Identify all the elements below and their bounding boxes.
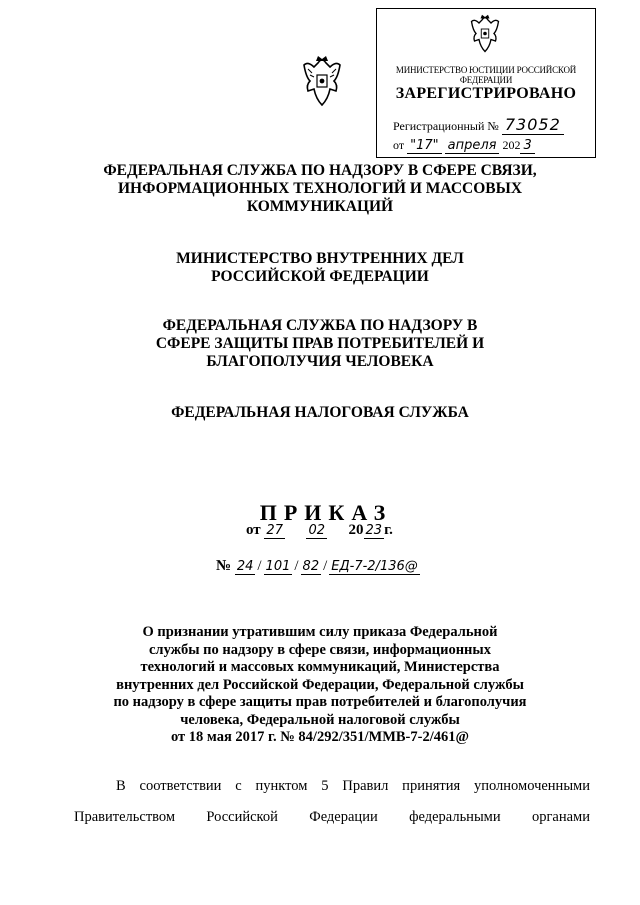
order-title: ПРИКАЗ (259, 500, 393, 525)
subject-line: внутренних дел Российской Федерации, Федеральной службы (116, 676, 524, 693)
heading-line: БЛАГОПОЛУЧИЯ ЧЕЛОВЕКА (206, 353, 434, 370)
agency-heading-roskomnadzor (60, 162, 580, 216)
coat-of-arms-icon (298, 55, 346, 111)
order-number-part: 82 (302, 559, 320, 574)
subject-line: по надзору в сфере защиты прав потребителей и благополучия (113, 694, 527, 710)
stamp-title: ЗАРЕГИСТРИРОВАНО (395, 85, 577, 102)
stamp-date-year-prefix: 202 (502, 138, 521, 152)
agency-heading-rospotrebnadzor (60, 317, 580, 371)
heading-line: ФЕДЕРАЛЬНАЯ СЛУЖБА ПО НАДЗОРУ В СФЕРЕ СВЯЗИ, (103, 162, 537, 179)
order-date-month: 02 (308, 523, 326, 538)
heading-line: РОССИЙСКОЙ ФЕДЕРАЦИИ (211, 268, 429, 285)
order-date-day: 27 (266, 523, 283, 538)
heading-line: ИНФОРМАЦИОННЫХ ТЕХНОЛОГИЙ И МАССОВЫХ (117, 180, 523, 197)
subject-line: О признании утратившим силу приказа Федеральной (142, 624, 498, 640)
subject-line: человека, Федеральной налоговой службы (180, 711, 460, 728)
agency-heading-fns (60, 404, 580, 422)
order-number-part: 101 (265, 559, 291, 574)
stamp-reg-number: 73052 (502, 115, 564, 135)
stamp-date-month: апреля (445, 138, 500, 154)
stamp-coat-of-arms-icon (467, 13, 503, 57)
stamp-registration-number (393, 115, 564, 134)
heading-line: СФЕРЕ ЗАЩИТЫ ПРАВ ПОТРЕБИТЕЛЕЙ И (155, 335, 485, 352)
heading-line: КОММУНИКАЦИЙ (246, 198, 394, 215)
subject-line: технологий и массовых коммуникаций, Министерства (140, 659, 500, 675)
stamp-ministry: МИНИСТЕРСТВО ЮСТИЦИИ РОССИЙСКОЙ ФЕДЕРАЦИИ (395, 65, 577, 85)
order-date-prefix: от (246, 522, 261, 538)
body-paragraph-line: В соответствии с пунктом 5 Правил принятия уполномоченными (116, 778, 590, 794)
stamp-reg-label: Регистрационный № (393, 119, 499, 133)
order-number-part: ЕД-7-2/136@ (331, 559, 418, 574)
stamp-date-prefix: от (393, 138, 405, 152)
heading-line: ФЕДЕРАЛЬНАЯ НАЛОГОВАЯ СЛУЖБА (171, 404, 469, 421)
order-date (246, 522, 393, 539)
order-number-prefix: № (216, 558, 232, 574)
subject-line: от 18 мая 2017 г. № 84/292/351/ММВ-7-2/461@ (170, 729, 469, 745)
stamp-date (393, 138, 535, 153)
order-number-part: 24 (236, 559, 254, 574)
agency-heading-mvd (60, 250, 580, 286)
registration-stamp (376, 8, 596, 158)
order-date-year-end: г. (384, 522, 393, 538)
subject-line: службы по надзору в сфере связи, информационных (149, 641, 491, 658)
order-date-year-suffix: 23 (365, 523, 383, 538)
heading-line: МИНИСТЕРСТВО ВНУТРЕННИХ ДЕЛ (176, 250, 464, 267)
order-subject (100, 624, 540, 747)
heading-line: ФЕДЕРАЛЬНАЯ СЛУЖБА ПО НАДЗОРУ В (162, 317, 478, 334)
order-number: № 24 / 101 / 82 / ЕД-7-2/136@ (216, 558, 418, 574)
body-paragraph-line: Правительством Российской Федерации федеральными органами (74, 809, 590, 825)
stamp-date-year-suffix: 3 (520, 138, 534, 154)
order-date-year-prefix: 20 (348, 522, 364, 538)
stamp-date-day: "17" (407, 138, 442, 154)
